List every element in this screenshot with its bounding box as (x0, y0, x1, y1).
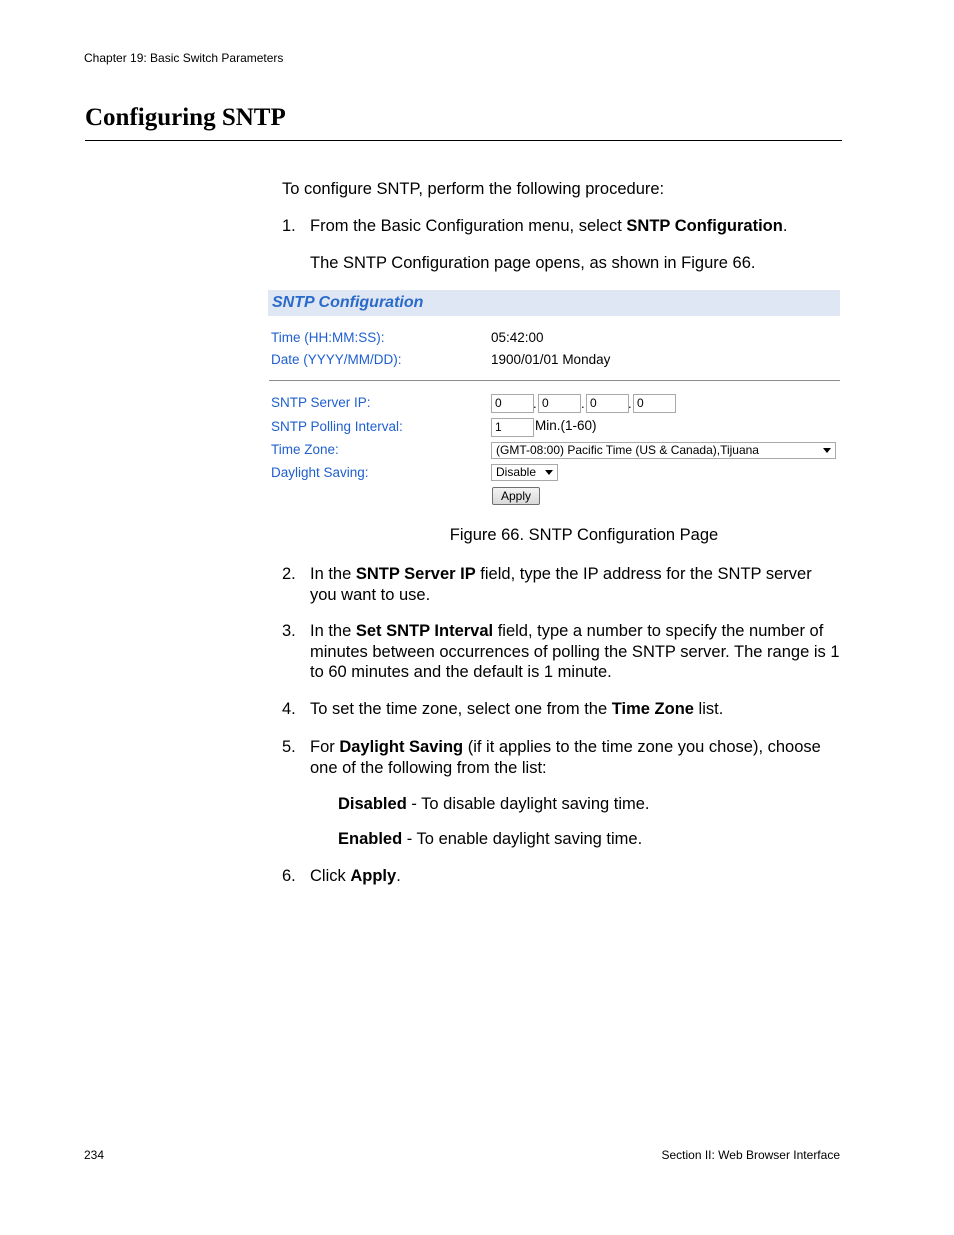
step-1-note: The SNTP Configuration page opens, as shown in Figure 66. (310, 254, 756, 272)
daylight-saving-label: Daylight Saving: (271, 465, 369, 480)
step-number: 1. (282, 217, 296, 235)
daylight-saving-select[interactable] (491, 464, 558, 481)
step-number: 6. (282, 867, 296, 885)
chevron-down-icon (823, 448, 831, 453)
ip-separator: . (628, 396, 632, 411)
ip-separator: . (581, 396, 585, 411)
step-text: To set the time zone, select one from the Time Zone list. (310, 700, 724, 718)
title-divider (85, 140, 842, 141)
time-label: Time (HH:MM:SS): (271, 330, 385, 345)
step-number: 2. (282, 565, 296, 583)
page-number: 234 (84, 1148, 105, 1162)
polling-interval-unit: Min.(1-60) (535, 418, 597, 433)
running-header: Chapter 19: Basic Switch Parameters (84, 51, 284, 65)
server-ip-octet-4[interactable]: 0 (633, 394, 676, 413)
step-text: In the Set SNTP Interval field, type a number to specify the number of minutes between occurrences of polling the SNTP server. The range is 1 to 60 minutes and the default is 1 minute. (310, 622, 840, 681)
step-number: 5. (282, 738, 296, 756)
figure-caption: Figure 66. SNTP Configuration Page (449, 526, 719, 544)
section-title: Configuring SNTP (85, 104, 286, 131)
polling-interval-label: SNTP Polling Interval: (271, 419, 403, 434)
panel-title: SNTP Configuration (272, 294, 424, 311)
intro-text: To configure SNTP, perform the following procedure: (282, 180, 665, 198)
server-ip-octet-2[interactable]: 0 (538, 394, 581, 413)
ip-separator: . (533, 396, 537, 411)
date-label: Date (YYYY/MM/DD): (271, 352, 402, 367)
date-value: 1900/01/01 Monday (491, 352, 611, 367)
panel-divider (269, 380, 840, 381)
option-enabled: Enabled - To enable daylight saving time. (338, 830, 643, 848)
step-number: 4. (282, 700, 296, 718)
option-disabled: Disabled - To disable daylight saving time. (338, 795, 650, 813)
time-zone-label: Time Zone: (271, 442, 339, 457)
apply-button[interactable]: Apply (492, 487, 540, 505)
footer-section: Section II: Web Browser Interface (661, 1148, 840, 1162)
step-number: 3. (282, 622, 296, 640)
panel-header (268, 290, 840, 316)
time-value: 05:42:00 (491, 330, 544, 345)
step-text: In the SNTP Server IP field, type the IP address for the SNTP server you want to use. (310, 565, 812, 604)
step-text: Click Apply. (310, 867, 401, 885)
time-zone-select[interactable] (491, 442, 836, 459)
chevron-down-icon (545, 470, 553, 475)
step-text: For Daylight Saving (if it applies to the time zone you chose), choose one of the following from the list: (310, 738, 821, 777)
daylight-saving-value: Disable (496, 465, 537, 479)
sntp-configuration-panel (268, 290, 840, 512)
polling-interval-input[interactable]: 1 (491, 418, 534, 437)
server-ip-octet-1[interactable]: 0 (491, 394, 534, 413)
server-ip-label: SNTP Server IP: (271, 395, 371, 410)
server-ip-octet-3[interactable]: 0 (586, 394, 629, 413)
time-zone-value: (GMT-08:00) Pacific Time (US & Canada),Tijuana (496, 443, 759, 457)
step-text: From the Basic Configuration menu, select SNTP Configuration. (310, 217, 788, 235)
